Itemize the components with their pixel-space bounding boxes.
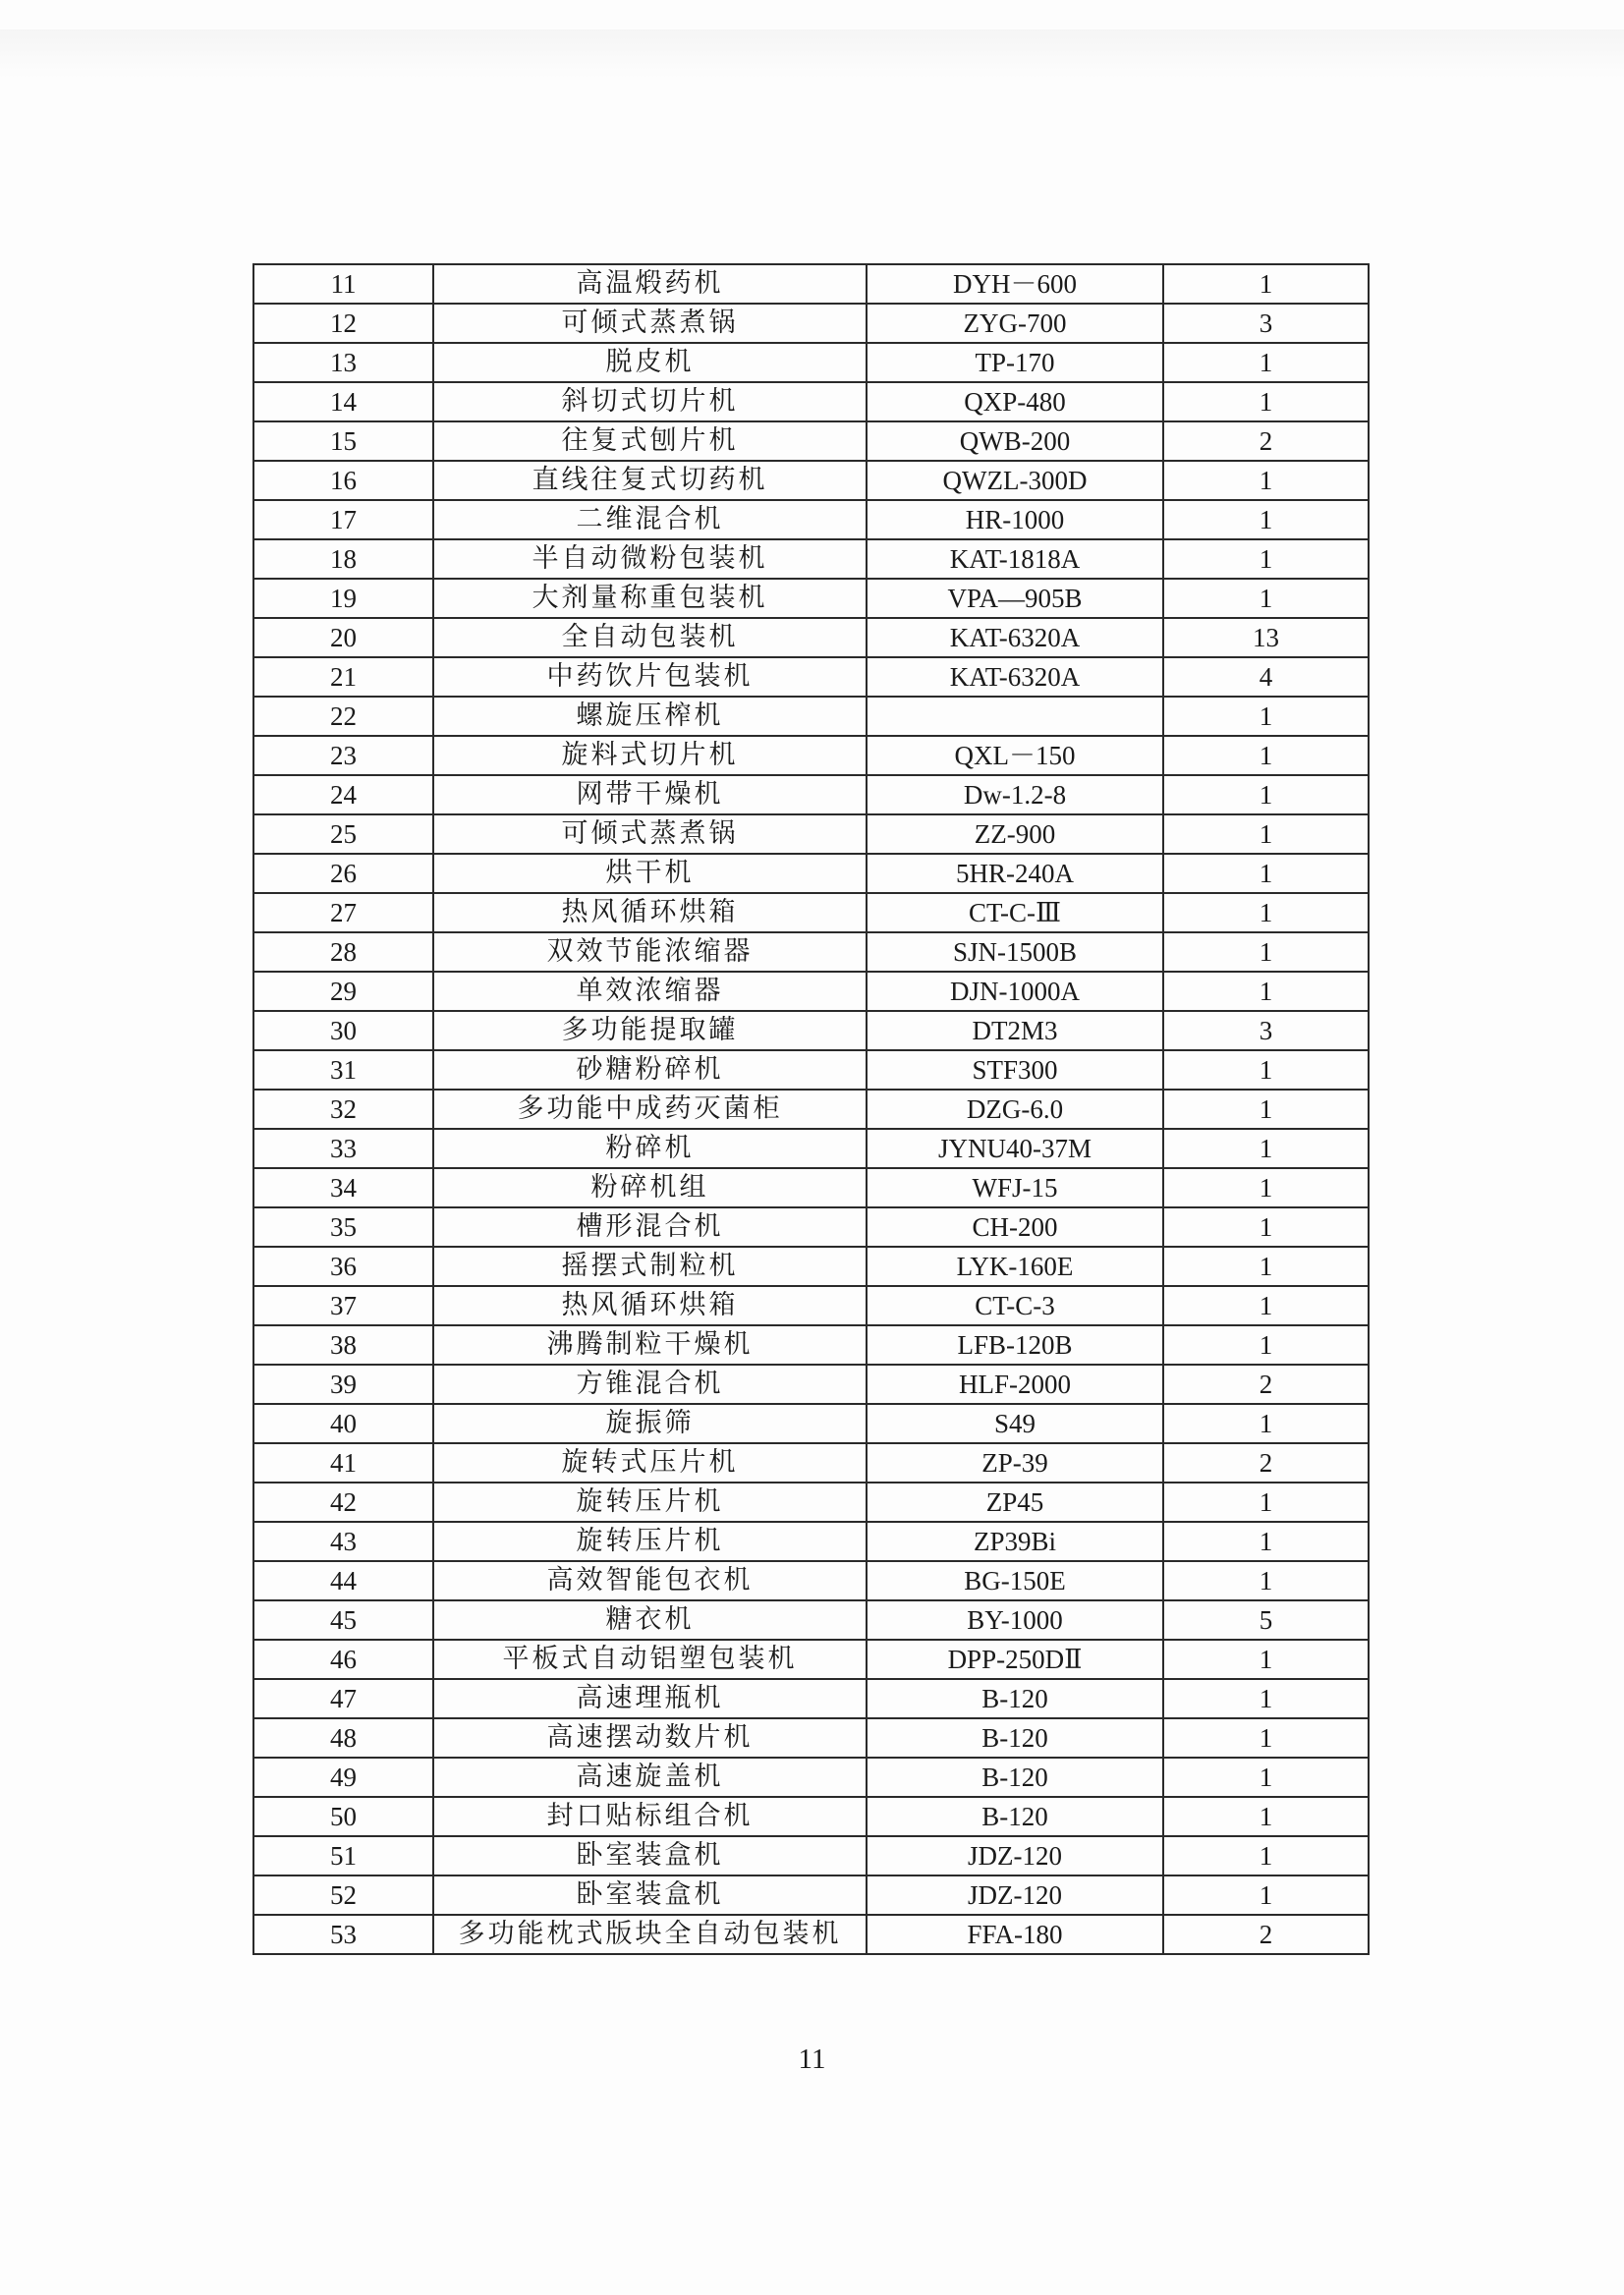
equipment-name-cell: 沸腾制粒干燥机 bbox=[433, 1325, 867, 1365]
table-row bbox=[253, 382, 1369, 421]
table-row bbox=[253, 1207, 1369, 1247]
table-row bbox=[253, 1679, 1369, 1718]
row-number-cell: 17 bbox=[253, 500, 433, 539]
row-number-cell: 31 bbox=[253, 1050, 433, 1090]
equipment-name-cell: 高速旋盖机 bbox=[433, 1758, 867, 1797]
equipment-model-cell: KAT-6320A bbox=[867, 657, 1163, 697]
row-number-cell: 27 bbox=[253, 893, 433, 932]
table-row bbox=[253, 1600, 1369, 1640]
equipment-model-cell: ZP45 bbox=[867, 1483, 1163, 1522]
equipment-name-cell: 单效浓缩器 bbox=[433, 972, 867, 1011]
row-number-cell: 32 bbox=[253, 1090, 433, 1129]
equipment-name-cell: 旋料式切片机 bbox=[433, 736, 867, 775]
equipment-model-cell: CT-C-Ⅲ bbox=[867, 893, 1163, 932]
table-row bbox=[253, 893, 1369, 932]
equipment-model-cell: BG-150E bbox=[867, 1561, 1163, 1600]
equipment-name-cell: 斜切式切片机 bbox=[433, 382, 867, 421]
row-number-cell: 20 bbox=[253, 618, 433, 657]
table-row bbox=[253, 1050, 1369, 1090]
equipment-model-cell: DJN-1000A bbox=[867, 972, 1163, 1011]
equipment-model-cell: QXL－150 bbox=[867, 736, 1163, 775]
table-row bbox=[253, 1011, 1369, 1050]
row-number-cell: 36 bbox=[253, 1247, 433, 1286]
equipment-quantity-cell: 1 bbox=[1163, 972, 1369, 1011]
equipment-quantity-cell: 1 bbox=[1163, 1718, 1369, 1758]
row-number-cell: 24 bbox=[253, 775, 433, 814]
table-row bbox=[253, 264, 1369, 304]
equipment-quantity-cell: 1 bbox=[1163, 893, 1369, 932]
equipment-name-cell: 双效节能浓缩器 bbox=[433, 932, 867, 972]
scan-artifact bbox=[0, 29, 1624, 79]
table-row bbox=[253, 343, 1369, 382]
table-row bbox=[253, 579, 1369, 618]
equipment-quantity-cell: 1 bbox=[1163, 1758, 1369, 1797]
equipment-name-cell: 平板式自动铝塑包装机 bbox=[433, 1640, 867, 1679]
equipment-model-cell: JDZ-120 bbox=[867, 1836, 1163, 1875]
row-number-cell: 39 bbox=[253, 1365, 433, 1404]
table-row bbox=[253, 1365, 1369, 1404]
equipment-model-cell: QXP-480 bbox=[867, 382, 1163, 421]
table-row bbox=[253, 1561, 1369, 1600]
equipment-quantity-cell: 1 bbox=[1163, 1404, 1369, 1443]
equipment-name-cell: 高速理瓶机 bbox=[433, 1679, 867, 1718]
equipment-quantity-cell: 1 bbox=[1163, 1522, 1369, 1561]
table-row bbox=[253, 1443, 1369, 1483]
equipment-model-cell: ZP-39 bbox=[867, 1443, 1163, 1483]
equipment-model-cell: CT-C-3 bbox=[867, 1286, 1163, 1325]
row-number-cell: 43 bbox=[253, 1522, 433, 1561]
equipment-model-cell: TP-170 bbox=[867, 343, 1163, 382]
equipment-quantity-cell: 1 bbox=[1163, 697, 1369, 736]
row-number-cell: 18 bbox=[253, 539, 433, 579]
row-number-cell: 48 bbox=[253, 1718, 433, 1758]
table-row bbox=[253, 775, 1369, 814]
equipment-quantity-cell: 1 bbox=[1163, 1483, 1369, 1522]
equipment-model-cell bbox=[867, 697, 1163, 736]
table-row bbox=[253, 304, 1369, 343]
equipment-name-cell: 往复式刨片机 bbox=[433, 421, 867, 461]
equipment-quantity-cell: 3 bbox=[1163, 1011, 1369, 1050]
equipment-quantity-cell: 1 bbox=[1163, 1247, 1369, 1286]
equipment-quantity-cell: 1 bbox=[1163, 736, 1369, 775]
table-row bbox=[253, 1090, 1369, 1129]
row-number-cell: 51 bbox=[253, 1836, 433, 1875]
row-number-cell: 12 bbox=[253, 304, 433, 343]
table-row bbox=[253, 1836, 1369, 1875]
equipment-name-cell: 多功能枕式版块全自动包装机 bbox=[433, 1915, 867, 1954]
table-row bbox=[253, 1483, 1369, 1522]
row-number-cell: 49 bbox=[253, 1758, 433, 1797]
equipment-quantity-cell: 2 bbox=[1163, 421, 1369, 461]
row-number-cell: 45 bbox=[253, 1600, 433, 1640]
table-row bbox=[253, 1797, 1369, 1836]
equipment-name-cell: 旋转压片机 bbox=[433, 1483, 867, 1522]
table-row bbox=[253, 1640, 1369, 1679]
equipment-quantity-cell: 1 bbox=[1163, 500, 1369, 539]
row-number-cell: 26 bbox=[253, 854, 433, 893]
equipment-model-cell: B-120 bbox=[867, 1679, 1163, 1718]
row-number-cell: 22 bbox=[253, 697, 433, 736]
equipment-model-cell: DT2M3 bbox=[867, 1011, 1163, 1050]
equipment-name-cell: 糖衣机 bbox=[433, 1600, 867, 1640]
equipment-model-cell: DPP-250DⅡ bbox=[867, 1640, 1163, 1679]
equipment-model-cell: KAT-6320A bbox=[867, 618, 1163, 657]
equipment-name-cell: 封口贴标组合机 bbox=[433, 1797, 867, 1836]
equipment-quantity-cell: 1 bbox=[1163, 382, 1369, 421]
equipment-name-cell: 高速摆动数片机 bbox=[433, 1718, 867, 1758]
equipment-table-body bbox=[253, 264, 1369, 1954]
row-number-cell: 19 bbox=[253, 579, 433, 618]
equipment-quantity-cell: 1 bbox=[1163, 461, 1369, 500]
row-number-cell: 47 bbox=[253, 1679, 433, 1718]
row-number-cell: 28 bbox=[253, 932, 433, 972]
page-number: 11 bbox=[798, 2043, 826, 2075]
equipment-name-cell: 直线往复式切药机 bbox=[433, 461, 867, 500]
table-row bbox=[253, 1718, 1369, 1758]
row-number-cell: 37 bbox=[253, 1286, 433, 1325]
equipment-quantity-cell: 5 bbox=[1163, 1600, 1369, 1640]
equipment-quantity-cell: 1 bbox=[1163, 1325, 1369, 1365]
equipment-model-cell: QWZL-300D bbox=[867, 461, 1163, 500]
table-row bbox=[253, 1325, 1369, 1365]
equipment-name-cell: 多功能中成药灭菌柜 bbox=[433, 1090, 867, 1129]
row-number-cell: 40 bbox=[253, 1404, 433, 1443]
equipment-name-cell: 砂糖粉碎机 bbox=[433, 1050, 867, 1090]
equipment-model-cell: JDZ-120 bbox=[867, 1875, 1163, 1915]
table-row bbox=[253, 539, 1369, 579]
row-number-cell: 53 bbox=[253, 1915, 433, 1954]
equipment-name-cell: 旋转式压片机 bbox=[433, 1443, 867, 1483]
equipment-name-cell: 中药饮片包装机 bbox=[433, 657, 867, 697]
row-number-cell: 30 bbox=[253, 1011, 433, 1050]
table-row bbox=[253, 1168, 1369, 1207]
row-number-cell: 44 bbox=[253, 1561, 433, 1600]
row-number-cell: 21 bbox=[253, 657, 433, 697]
equipment-name-cell: 二维混合机 bbox=[433, 500, 867, 539]
equipment-model-cell: QWB-200 bbox=[867, 421, 1163, 461]
row-number-cell: 13 bbox=[253, 343, 433, 382]
table-row bbox=[253, 736, 1369, 775]
row-number-cell: 38 bbox=[253, 1325, 433, 1365]
table-row bbox=[253, 1915, 1369, 1954]
equipment-quantity-cell: 1 bbox=[1163, 1207, 1369, 1247]
row-number-cell: 52 bbox=[253, 1875, 433, 1915]
equipment-model-cell: B-120 bbox=[867, 1758, 1163, 1797]
equipment-name-cell: 可倾式蒸煮锅 bbox=[433, 304, 867, 343]
equipment-name-cell: 粉碎机组 bbox=[433, 1168, 867, 1207]
table-row bbox=[253, 1875, 1369, 1915]
equipment-quantity-cell: 1 bbox=[1163, 1090, 1369, 1129]
table-row bbox=[253, 932, 1369, 972]
equipment-quantity-cell: 1 bbox=[1163, 264, 1369, 304]
equipment-model-cell: SJN-1500B bbox=[867, 932, 1163, 972]
row-number-cell: 11 bbox=[253, 264, 433, 304]
equipment-model-cell: B-120 bbox=[867, 1718, 1163, 1758]
equipment-name-cell: 旋转压片机 bbox=[433, 1522, 867, 1561]
equipment-quantity-cell: 1 bbox=[1163, 1286, 1369, 1325]
equipment-name-cell: 槽形混合机 bbox=[433, 1207, 867, 1247]
equipment-model-cell: Dw-1.2-8 bbox=[867, 775, 1163, 814]
equipment-quantity-cell: 2 bbox=[1163, 1365, 1369, 1404]
table-row bbox=[253, 1522, 1369, 1561]
table-row bbox=[253, 814, 1369, 854]
table-row bbox=[253, 854, 1369, 893]
equipment-quantity-cell: 1 bbox=[1163, 579, 1369, 618]
equipment-quantity-cell: 1 bbox=[1163, 1050, 1369, 1090]
equipment-model-cell: ZP39Bi bbox=[867, 1522, 1163, 1561]
table-row bbox=[253, 1247, 1369, 1286]
equipment-name-cell: 半自动微粉包装机 bbox=[433, 539, 867, 579]
table-row bbox=[253, 972, 1369, 1011]
equipment-name-cell: 粉碎机 bbox=[433, 1129, 867, 1168]
equipment-name-cell: 旋振筛 bbox=[433, 1404, 867, 1443]
equipment-table bbox=[252, 263, 1370, 1955]
equipment-quantity-cell: 1 bbox=[1163, 1797, 1369, 1836]
equipment-name-cell: 可倾式蒸煮锅 bbox=[433, 814, 867, 854]
row-number-cell: 33 bbox=[253, 1129, 433, 1168]
equipment-name-cell: 热风循环烘箱 bbox=[433, 893, 867, 932]
equipment-name-cell: 热风循环烘箱 bbox=[433, 1286, 867, 1325]
equipment-model-cell: HLF-2000 bbox=[867, 1365, 1163, 1404]
equipment-model-cell: BY-1000 bbox=[867, 1600, 1163, 1640]
table-row bbox=[253, 1286, 1369, 1325]
equipment-name-cell: 多功能提取罐 bbox=[433, 1011, 867, 1050]
equipment-model-cell: B-120 bbox=[867, 1797, 1163, 1836]
equipment-model-cell: STF300 bbox=[867, 1050, 1163, 1090]
equipment-name-cell: 网带干燥机 bbox=[433, 775, 867, 814]
row-number-cell: 46 bbox=[253, 1640, 433, 1679]
row-number-cell: 29 bbox=[253, 972, 433, 1011]
equipment-quantity-cell: 2 bbox=[1163, 1443, 1369, 1483]
table-row bbox=[253, 421, 1369, 461]
equipment-model-cell: FFA-180 bbox=[867, 1915, 1163, 1954]
equipment-name-cell: 卧室装盒机 bbox=[433, 1875, 867, 1915]
equipment-model-cell: CH-200 bbox=[867, 1207, 1163, 1247]
equipment-model-cell: ZYG-700 bbox=[867, 304, 1163, 343]
table-row bbox=[253, 697, 1369, 736]
equipment-quantity-cell: 2 bbox=[1163, 1915, 1369, 1954]
table-row bbox=[253, 1404, 1369, 1443]
equipment-quantity-cell: 1 bbox=[1163, 1836, 1369, 1875]
equipment-model-cell: DZG-6.0 bbox=[867, 1090, 1163, 1129]
equipment-quantity-cell: 1 bbox=[1163, 1679, 1369, 1718]
equipment-quantity-cell: 1 bbox=[1163, 1129, 1369, 1168]
equipment-name-cell: 高效智能包衣机 bbox=[433, 1561, 867, 1600]
equipment-quantity-cell: 1 bbox=[1163, 343, 1369, 382]
equipment-model-cell: ZZ-900 bbox=[867, 814, 1163, 854]
row-number-cell: 42 bbox=[253, 1483, 433, 1522]
equipment-quantity-cell: 13 bbox=[1163, 618, 1369, 657]
equipment-quantity-cell: 1 bbox=[1163, 1168, 1369, 1207]
equipment-name-cell: 高温煅药机 bbox=[433, 264, 867, 304]
equipment-name-cell: 脱皮机 bbox=[433, 343, 867, 382]
table-row bbox=[253, 1129, 1369, 1168]
row-number-cell: 16 bbox=[253, 461, 433, 500]
equipment-name-cell: 摇摆式制粒机 bbox=[433, 1247, 867, 1286]
row-number-cell: 50 bbox=[253, 1797, 433, 1836]
equipment-name-cell: 螺旋压榨机 bbox=[433, 697, 867, 736]
table-row bbox=[253, 1758, 1369, 1797]
equipment-quantity-cell: 3 bbox=[1163, 304, 1369, 343]
row-number-cell: 23 bbox=[253, 736, 433, 775]
equipment-quantity-cell: 1 bbox=[1163, 775, 1369, 814]
equipment-name-cell: 全自动包装机 bbox=[433, 618, 867, 657]
equipment-quantity-cell: 1 bbox=[1163, 1640, 1369, 1679]
equipment-model-cell: S49 bbox=[867, 1404, 1163, 1443]
row-number-cell: 34 bbox=[253, 1168, 433, 1207]
equipment-model-cell: WFJ-15 bbox=[867, 1168, 1163, 1207]
table-row bbox=[253, 618, 1369, 657]
equipment-quantity-cell: 1 bbox=[1163, 854, 1369, 893]
row-number-cell: 25 bbox=[253, 814, 433, 854]
equipment-quantity-cell: 1 bbox=[1163, 1875, 1369, 1915]
equipment-quantity-cell: 1 bbox=[1163, 1561, 1369, 1600]
equipment-quantity-cell: 4 bbox=[1163, 657, 1369, 697]
equipment-model-cell: HR-1000 bbox=[867, 500, 1163, 539]
row-number-cell: 14 bbox=[253, 382, 433, 421]
table-row bbox=[253, 500, 1369, 539]
equipment-name-cell: 大剂量称重包装机 bbox=[433, 579, 867, 618]
row-number-cell: 41 bbox=[253, 1443, 433, 1483]
equipment-quantity-cell: 1 bbox=[1163, 814, 1369, 854]
equipment-model-cell: DYH－600 bbox=[867, 264, 1163, 304]
equipment-model-cell: VPA—905B bbox=[867, 579, 1163, 618]
equipment-model-cell: 5HR-240A bbox=[867, 854, 1163, 893]
equipment-name-cell: 方锥混合机 bbox=[433, 1365, 867, 1404]
equipment-model-cell: JYNU40-37M bbox=[867, 1129, 1163, 1168]
equipment-model-cell: KAT-1818A bbox=[867, 539, 1163, 579]
equipment-model-cell: LYK-160E bbox=[867, 1247, 1163, 1286]
table-row bbox=[253, 657, 1369, 697]
equipment-name-cell: 烘干机 bbox=[433, 854, 867, 893]
row-number-cell: 35 bbox=[253, 1207, 433, 1247]
equipment-model-cell: LFB-120B bbox=[867, 1325, 1163, 1365]
row-number-cell: 15 bbox=[253, 421, 433, 461]
equipment-quantity-cell: 1 bbox=[1163, 932, 1369, 972]
table-row bbox=[253, 461, 1369, 500]
equipment-name-cell: 卧室装盒机 bbox=[433, 1836, 867, 1875]
equipment-quantity-cell: 1 bbox=[1163, 539, 1369, 579]
